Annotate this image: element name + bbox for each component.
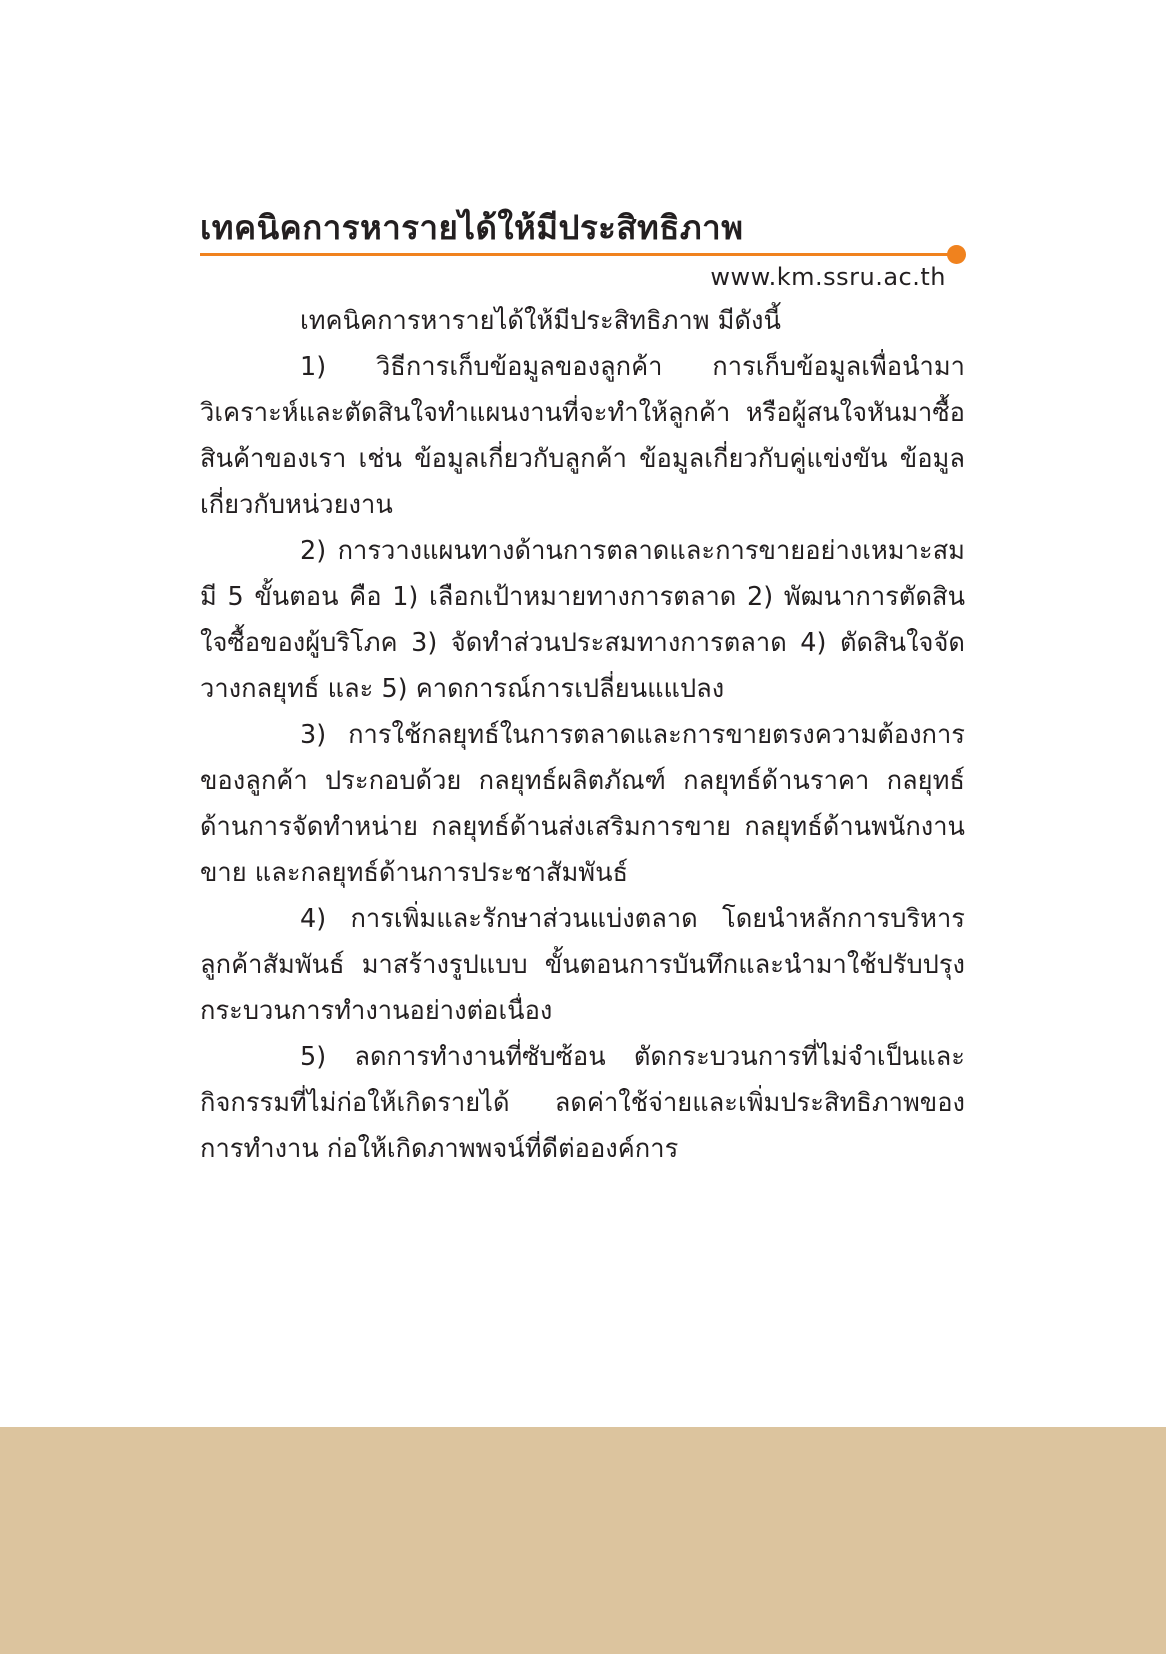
list-item-3: 3) การใช้กลยุทธ์ในการตลาดและการขายตรงความต้องการของลูกค้า ประกอบด้วย กลยุทธ์ผลิตภัณฑ์ กลยุทธ์ด้านราคา กลยุทธ์ด้านการจัดทำหน่าย กลยุทธ์ด้านส่งเสริมการขาย กลยุทธ์ด้านพนักงานขาย และกลยุทธ์ด้านการประชาสัมพันธ์ bbox=[200, 720, 965, 888]
title-underline bbox=[200, 253, 952, 256]
underline-dot bbox=[947, 245, 966, 264]
list-item-2: 2) การวางแผนทางด้านการตลาดและการขายอย่างเหมาะสม มี 5 ขั้นตอน คือ 1) เลือกเป้าหมายทางการตลาด 2) พัฒนาการตัดสินใจซื้อของผู้บริโภค 3) จัดทำส่วนประสมทางการตลาด 4) ตัดสินใจจัดวางกลยุทธ์ และ 5) คาดการณ์การเปลี่ยนแแปลง bbox=[200, 536, 965, 704]
footer-band bbox=[0, 1427, 1166, 1654]
list-item-4: 4) การเพิ่มและรักษาส่วนแบ่งตลาด โดยนำหลักการบริหารลูกค้าสัมพันธ์ มาสร้างรูปแบบ ขั้นตอนการบันทึกและนำมาใช้ปรับปรุงกระบวนการทำงานอย่างต่อเนื่อง bbox=[200, 904, 965, 1026]
list-item-1: 1) วิธีการเก็บข้อมูลของลูกค้า การเก็บข้อมูลเพื่อนำมาวิเคราะห์และตัดสินใจทำแผนงานที่จะทำให้ลูกค้า หรือผู้สนใจหันมาซื้อสินค้าของเรา เช่น ข้อมูลเกี่ยวกับลูกค้า ข้อมูลเกี่ยวกับคู่แข่งขัน ข้อมูลเกี่ยวกับหน่วยงาน bbox=[200, 352, 965, 520]
website-url: www.km.ssru.ac.th bbox=[710, 263, 946, 291]
intro-paragraph: เทคนิคการหารายได้ให้มีประสิทธิภาพ มีดังนี้ bbox=[300, 306, 781, 336]
page-header bbox=[200, 206, 970, 291]
page-title: เทคนิคการหารายได้ให้มีประสิทธิภาพ bbox=[200, 208, 744, 247]
list-item-5: 5) ลดการทำงานที่ซับซ้อน ตัดกระบวนการที่ไม่จำเป็นและกิจกรรมที่ไม่ก่อให้เกิดรายได้ ลดค่าใช้จ่ายและเพิ่มประสิทธิภาพของการทำงาน ก่อให้เกิดภาพพจน์ที่ดีต่อองค์การ bbox=[200, 1042, 965, 1164]
body-text bbox=[200, 298, 965, 1172]
